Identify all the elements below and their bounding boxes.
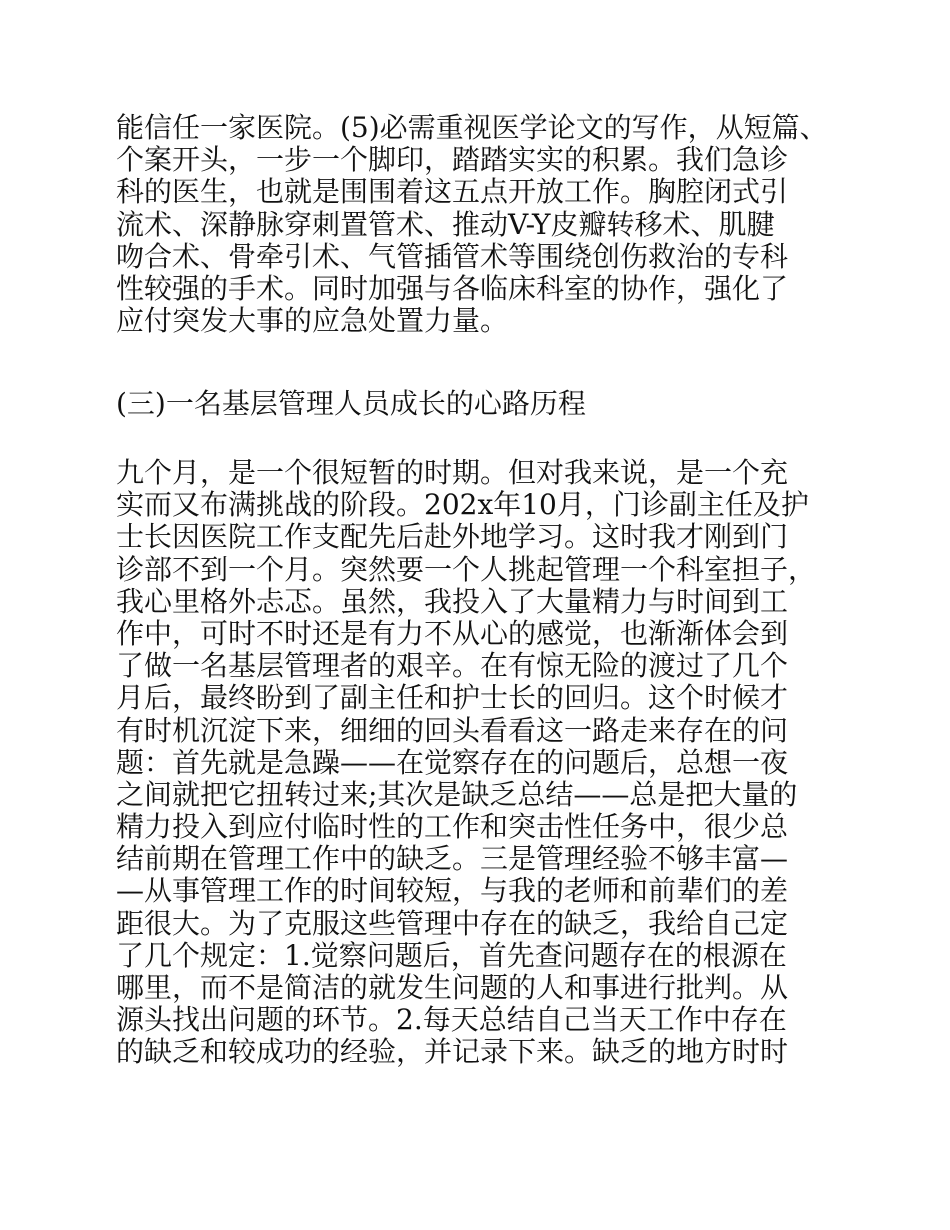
text-line: 个案开头，一步一个脚印，踏踏实实的积累。我们急诊	[116, 143, 789, 177]
text-line: 源头找出问题的环节。2.每天总结自己当天工作中存在	[116, 1003, 787, 1037]
text-line: 能信任一家医院。(5)必需重视医学论文的写作，从短篇、	[116, 111, 828, 144]
text-line: 有时机沉淀下来，细细的回头看看这一路走来存在的问	[116, 713, 789, 747]
text-line: 实而又布满挑战的阶段。202x年10月，门诊副主任及护	[116, 488, 809, 522]
text-line: 的缺乏和较成功的经验，并记录下来。缺乏的地方时时	[116, 1035, 789, 1069]
text-line: 哪里，而不是简洁的就发生问题的人和事进行批判。从	[116, 971, 789, 1004]
text-line: 吻合术、骨牵引术、气管插管术等围绕创伤救治的专科	[116, 239, 789, 273]
text-line: 距很大。为了克服这些管理中存在的缺乏，我给自己定	[116, 906, 789, 940]
paragraph-2	[116, 457, 846, 1069]
text-line: 结前期在管理工作中的缺乏。三是管理经验不够丰富—	[116, 842, 789, 876]
paragraph-1	[116, 112, 846, 337]
text-line: 月后，最终盼到了副主任和护士长的回归。这个时候才	[116, 681, 789, 715]
text-line: 诊部不到一个月。突然要一个人挑起管理一个科室担子，	[116, 552, 817, 586]
text-line: 了几个规定：1.觉察问题后，首先查问题存在的根源在	[116, 938, 787, 972]
section-heading-text: (三)一名基层管理人员成长的心路历程	[116, 387, 586, 420]
text-line: 作中，可时不时还是有力不从心的感觉，也渐渐体会到	[116, 616, 789, 650]
section-heading	[116, 388, 846, 420]
text-line: 应付突发大事的应急处置力量。	[116, 304, 509, 338]
text-line: 性较强的手术。同时加强与各临床科室的协作，强化了	[116, 271, 789, 305]
text-line: 精力投入到应付临时性的工作和突击性任务中，很少总	[116, 810, 789, 844]
text-line: 流术、深静脉穿刺置管术、推动V-Y皮瓣转移术、肌腱	[116, 207, 775, 241]
text-line: 题：首先就是急躁——在觉察存在的问题后，总想一夜	[116, 745, 789, 779]
text-line: 之间就把它扭转过来;其次是缺乏总结——总是把大量的	[116, 777, 798, 811]
text-line: 九个月，是一个很短暂的时期。但对我来说，是一个充	[116, 456, 789, 489]
text-line: —从事管理工作的时间较短，与我的老师和前辈们的差	[116, 874, 789, 908]
text-line: 士长因医院工作支配先后赴外地学习。这时我才刚到门	[116, 520, 789, 554]
text-line: 科的医生，也就是围围着这五点开放工作。胸腔闭式引	[116, 175, 789, 209]
text-line: 我心里格外忐忑。虽然，我投入了大量精力与时间到工	[116, 584, 789, 618]
text-line: 了做一名基层管理者的艰辛。在有惊无险的渡过了几个	[116, 649, 789, 683]
